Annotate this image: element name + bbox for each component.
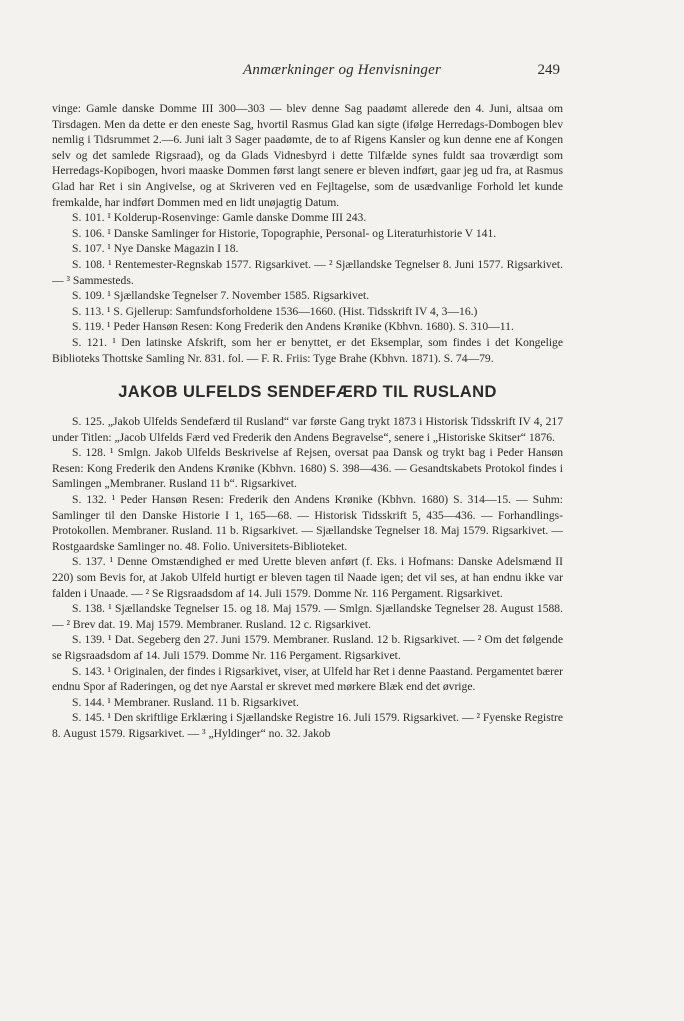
note-s113: S. 113. ¹ S. Gjellerup: Samfundsforholdene 1536—1660. (Hist. Tidsskrift IV 4, 3—16.)	[72, 304, 478, 318]
note-s106: S. 106. ¹ Danske Samlinger for Historie, Topographie, Personal- og Literaturhistorie V 141.	[72, 226, 497, 240]
note-s101: S. 101. ¹ Kolderup-Rosenvinge: Gamle danske Domme III 243.	[72, 211, 367, 225]
note-s137: S. 137. ¹ Denne Omstændighed er med Urette bleven anført (f. Eks. i Hofmans: Danske Adelsmænd II 220) som Bevis for, at Jakob Ulfeld hurtigt er bleven tagen til Naade igen; det vil ses, at han endnu ikke var falden i Unaade. — ² Se Rigsraadsdom af 14. Juli 1579. Domme Nr. 116 Pergament. Rigsarkivet.	[52, 555, 563, 600]
note-s125: S. 125. „Jakob Ulfelds Sendefærd til Rusland“ var første Gang trykt 1873 i Historisk Tidsskrift IV 4, 217 under Titlen: „Jacob Ulfelds Færd ved Frederik den Andens Begravelse“, senere i „Historiske Skitser“ 1876.	[52, 415, 563, 444]
note-s128: S. 128. ¹ Smlgn. Jakob Ulfelds Beskrivelse af Rejsen, oversat paa Dansk og trykt bag i Peder Hansøn Resen: Kong Frederik den Andens Krønike (Kbhvn. 1680) S. 398—436. — Gesandtskabets Protokol findes i Samlingen „Membraner. Rusland 11 b“. Rigsarkivet.	[52, 446, 563, 491]
running-title: Anmærkninger og Henvisninger	[242, 62, 442, 78]
running-head	[0, 62, 684, 82]
note-s121: S. 121. ¹ Den latinske Afskrift, som her er benyttet, er det Eksemplar, som findes i det Kongelige Biblioteks Thottske Samling Nr. 831. fol. — F. R. Friis: Tyge Brahe (Kbhvn. 1871). S. 74—79.	[52, 335, 563, 365]
section-heading: JAKOB ULFELDS SENDEFÆRD TIL RUSLAND	[118, 383, 497, 402]
note-s138: S. 138. ¹ Sjællandske Tegnelser 15. og 18. Maj 1579. — Smlgn. Sjællandske Tegnelser 28. August 1588. — ² Brev dat. 19. Maj 1579. Membraner. Rusland. 12 c. Rigsarkivet.	[52, 602, 563, 631]
note-s108: S. 108. ¹ Rentemester-Regnskab 1577. Rigsarkivet. — ² Sjællandske Tegnelser 8. Juni 1577. Rigsarkivet. — ³ Sammesteds.	[52, 257, 563, 287]
note-s109: S. 109. ¹ Sjællandske Tegnelser 7. November 1585. Rigsarkivet.	[72, 289, 370, 303]
note-s132: S. 132. ¹ Peder Hansøn Resen: Frederik den Andens Krønike (Kbhvn. 1680) S. 314—15. — Suhm: Samlinger til den Danske Historie I 1, 165—68. — Historisk Tidsskrift 5, 435—436. — Forhandlings-Protokollen. Membraner. Rusland. 11 b. Rigsarkivet. — Sjællandske Tegnelser 18. Maj 1579. Rigsarkivet. — Rostgaardske Samlinger no. 48. Folio. Universitets-Biblioteket.	[52, 493, 563, 553]
note-s107: S. 107. ¹ Nye Danske Magazin I 18.	[72, 242, 239, 256]
note-s143: S. 143. ¹ Originalen, der findes i Rigsarkivet, viser, at Ulfeld har Ret i denne Paastand. Pergamentet bærer endnu Spor af Raderingen, og det nye Aarstal er skrevet med mørkere Blæk end det øvrige.	[52, 664, 563, 694]
note-s139: S. 139. ¹ Dat. Segeberg den 27. Juni 1579. Membraner. Rusland. 12 b. Rigsarkivet. — ² Om det følgende se Rigsraadsdom af 14. Juli 1579. Domme Nr. 116 Pergament. Rigsarkivet.	[52, 633, 563, 662]
page-number: 249	[537, 62, 560, 78]
paragraph-continuation: vinge: Gamle danske Domme III 300—303 — blev denne Sag paadømt allerede den 4. Juni, altsaa om Tirsdagen. Men da dette er den eneste Sag, hvortil Rasmus Glad kan sigte (ifølge Herredags-Dombogen blev nemlig i Tidsrummet 2.—6. Juni ialt 3 Sager paadømte, de to af Rigens Kansler og kun denne ene af Kongen selv og det samlede Rigsraad), og da Glads Vidnesbyrd i dette Tilfælde synes fuldt saa troværdigt som Herredags-Kopibogen, hvori maaske Dommen først langt senere er bleven indført, gaar jeg ud fra, at Rasmus Glad har Ret i sin Angivelse, og at Skriveren ved en Fejltagelse, som de usædvanlige Forhold let kunde fremkalde, har indført Dommen med en lidt unøjagtig Datum.	[52, 102, 563, 209]
note-s144: S. 144. ¹ Membraner. Rusland. 11 b. Rigsarkivet.	[72, 695, 299, 709]
page-body	[52, 101, 563, 742]
note-s145: S. 145. ¹ Den skriftlige Erklæring i Sjællandske Registre 16. Juli 1579. Rigsarkivet. — ² Fyenske Registre 8. August 1579. Rigsarkivet. — ³ „Hyldinger“ no. 32. Jakob	[52, 711, 563, 740]
note-s119: S. 119. ¹ Peder Hansøn Resen: Kong Frederik den Andens Krønike (Kbhvn. 1680). S. 310—11.	[72, 320, 514, 334]
